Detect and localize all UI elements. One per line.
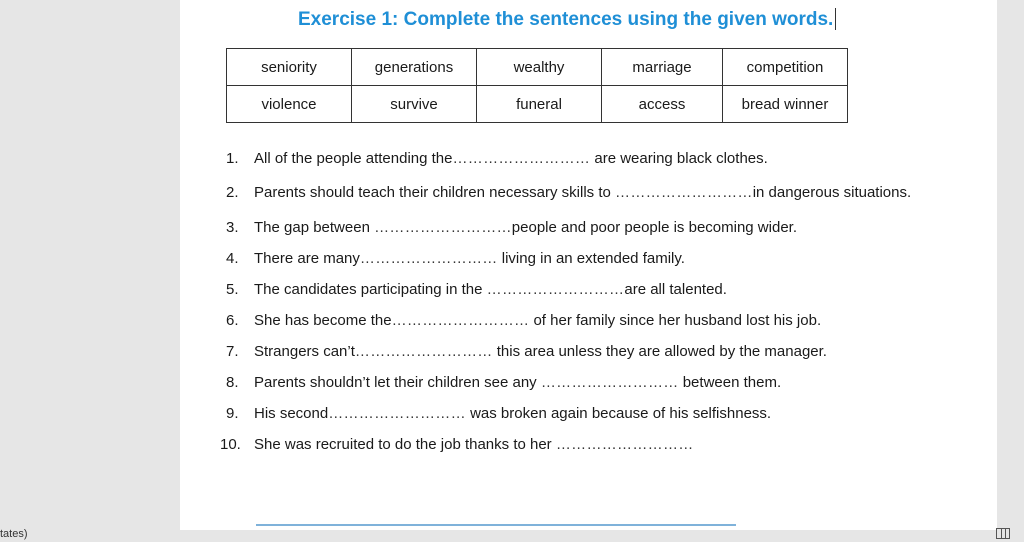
sentence-text-before: She was recruited to do the job thanks to her xyxy=(254,436,556,453)
word-cell: access xyxy=(602,86,723,123)
sentence-number: 8. xyxy=(226,374,239,391)
sentence-number: 9. xyxy=(226,405,239,422)
sentence-text-before: Parents should teach their children necessary skills to xyxy=(254,184,616,201)
sentence-text-after: between them. xyxy=(678,374,782,391)
status-bar-text: tates) xyxy=(0,528,28,540)
sentence-list xyxy=(220,148,940,455)
answer-blank[interactable]: ……………………… xyxy=(452,150,591,167)
answer-blank[interactable]: ……………………… xyxy=(391,312,530,329)
sentence-item xyxy=(220,341,940,362)
word-cell: competition xyxy=(723,49,848,86)
answer-blank[interactable]: ……………………… xyxy=(374,219,512,236)
sentence-text-after: of her family since her husband lost his job. xyxy=(529,312,822,329)
sentence-item xyxy=(220,217,940,238)
word-cell: funeral xyxy=(477,86,602,123)
sentence-number: 6. xyxy=(226,312,239,329)
word-bank-row xyxy=(227,86,848,123)
sentence-text-after: living in an extended family. xyxy=(497,250,685,267)
word-bank-table xyxy=(226,48,848,123)
sentence-text-before: There are many xyxy=(254,250,360,267)
word-cell: generations xyxy=(352,49,477,86)
sentence-number: 2. xyxy=(226,184,239,201)
answer-blank[interactable]: ……………………… xyxy=(328,405,466,422)
sentence-text-after: are wearing black clothes. xyxy=(590,150,768,167)
sentence-item xyxy=(220,179,914,206)
answer-blank[interactable]: ……………………… xyxy=(354,343,493,360)
answer-blank[interactable]: ……………………… xyxy=(486,281,625,298)
sentence-item xyxy=(220,434,940,455)
word-bank-row xyxy=(227,49,848,86)
answer-blank[interactable]: ……………………… xyxy=(359,250,498,267)
sentence-item xyxy=(220,310,940,331)
sentence-item xyxy=(220,403,940,424)
sentence-text-before: The gap between xyxy=(254,219,375,236)
word-cell: bread winner xyxy=(723,86,848,123)
sentence-number: 3. xyxy=(226,219,239,236)
sentence-number: 4. xyxy=(226,250,239,267)
sentence-number: 10. xyxy=(220,436,241,453)
book-icon[interactable] xyxy=(996,528,1010,539)
word-cell: marriage xyxy=(602,49,723,86)
next-heading-cutoff xyxy=(256,522,756,532)
answer-blank[interactable]: ……………………… xyxy=(540,374,679,391)
sentence-text-before: The candidates participating in the xyxy=(254,281,487,298)
word-cell: wealthy xyxy=(477,49,602,86)
sentence-text-after: this area unless they are allowed by the manager. xyxy=(492,343,827,360)
sentence-item xyxy=(220,372,940,393)
word-cell: survive xyxy=(352,86,477,123)
sentence-item xyxy=(220,248,940,269)
sentence-text-before: His second xyxy=(254,405,329,422)
sentence-number: 1. xyxy=(226,150,239,167)
sentence-text-after: people and poor people is becoming wider. xyxy=(511,219,797,236)
sentence-text-after: was broken again because of his selfishness. xyxy=(465,405,772,422)
sentence-text-before: All of the people attending the xyxy=(254,150,453,167)
sentence-text-before: Parents shouldn’t let their children see any xyxy=(254,374,541,391)
answer-blank[interactable]: ……………………… xyxy=(615,184,753,201)
exercise-title-text: Exercise 1: Complete the sentences using the given words. xyxy=(298,9,834,30)
sentence-text-before: She has become the xyxy=(254,312,392,329)
text-cursor xyxy=(835,8,836,30)
sentence-number: 7. xyxy=(226,343,239,360)
sentence-text-after: are all talented. xyxy=(624,281,727,298)
sentence-text-before: Strangers can’t xyxy=(254,343,355,360)
document-page xyxy=(180,0,997,530)
word-cell: seniority xyxy=(227,49,352,86)
sentence-item xyxy=(220,148,940,169)
sentence-text-after: in dangerous situations. xyxy=(752,184,912,201)
answer-blank[interactable]: ……………………… xyxy=(555,436,694,453)
sentence-item xyxy=(220,279,940,300)
sentence-number: 5. xyxy=(226,281,239,298)
exercise-title xyxy=(298,8,858,31)
word-cell: violence xyxy=(227,86,352,123)
